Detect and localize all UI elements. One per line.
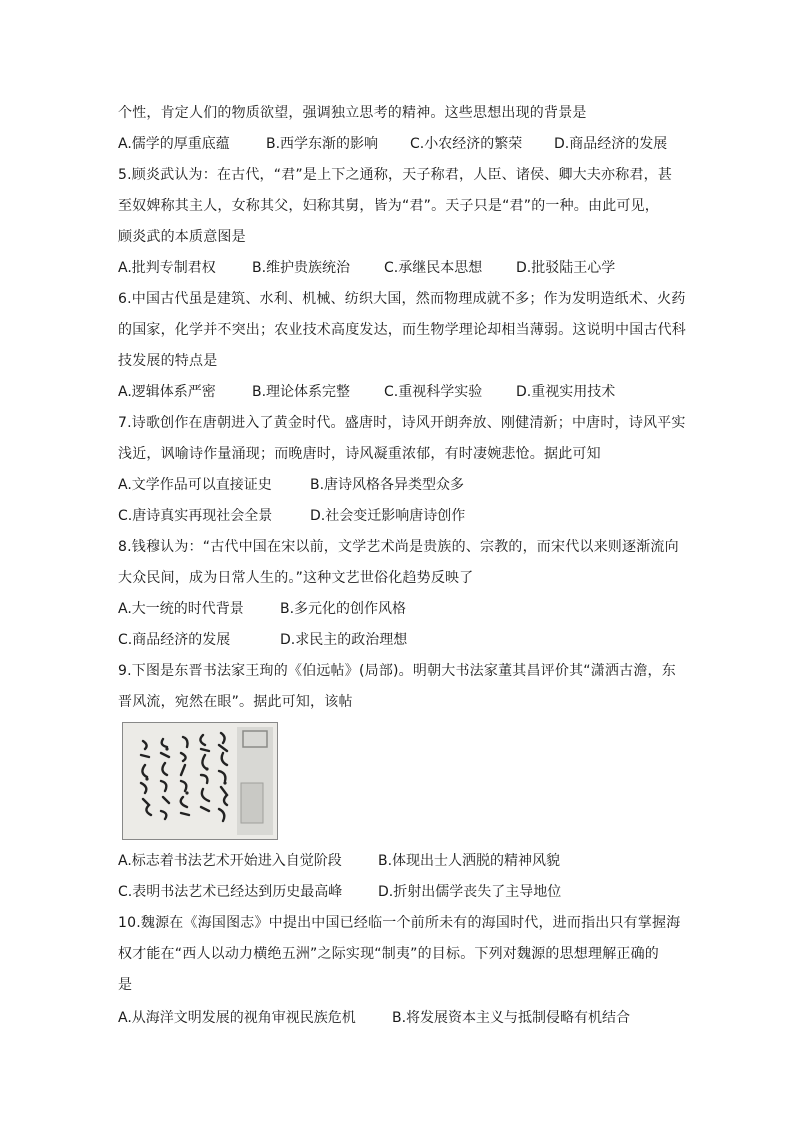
q9-stem-line-2: 晋风流，宛然在眼”。据此可知，该帖 (118, 694, 353, 710)
q10-stem-line-1: 10.魏源在《海国图志》中提出中国已经临一个前所未有的海国时代，进而指出只有掌握海 (118, 915, 681, 931)
q6-option-a: A.逻辑体系严密 (118, 384, 216, 400)
q7-option-a: A.文学作品可以直接证史 (118, 477, 272, 493)
q6-option-d: D.重视实用技术 (516, 384, 616, 400)
calligraphy-image (122, 722, 278, 840)
q9-option-a: A.标志着书法艺术开始进入自觉阶段 (118, 853, 342, 869)
q5-stem-line-1: 5.顾炎武认为：在古代，“君”是上下之通称，天子称君，人臣、诸侯、卿大夫亦称君，甚 (118, 167, 673, 183)
q7-stem-line-1: 7.诗歌创作在唐朝进入了黄金时代。盛唐时，诗风开朗奔放、刚健清新；中唐时，诗风平实 (118, 415, 686, 431)
q5-option-c: C.承继民本思想 (384, 260, 483, 276)
q8-option-b: B.多元化的创作风格 (280, 601, 407, 617)
q10-stem-line-3: 是 (118, 977, 133, 993)
q7-option-c: C.唐诗真实再现社会全景 (118, 508, 273, 524)
q4-option-b: B.西学东渐的影响 (266, 136, 379, 152)
q5-option-d: D.批驳陆王心学 (516, 260, 616, 276)
q8-option-d: D.求民主的政治理想 (280, 632, 408, 648)
q6-stem-line-2: 的国家，化学并不突出；农业技术高度发达，而生物学理论却相当薄弱。这说明中国古代科 (118, 322, 686, 338)
q10-stem-line-2: 权才能在“西人以动力横绝五洲”之际实现“制夷”的目标。下列对魏源的思想理解正确的 (118, 946, 660, 962)
q6-stem-line-1: 6.中国古代虽是建筑、水利、机械、纺织大国，然而物理成就不多；作为发明造纸术、火药 (118, 291, 686, 307)
q9-option-b: B.体现出士人洒脱的精神风貌 (378, 853, 561, 869)
intro-text: 个性，肯定人们的物质欲望，强调独立思考的精神。这些思想出现的背景是 (118, 105, 587, 121)
q9-option-d: D.折射出儒学丧失了主导地位 (378, 884, 562, 900)
q5-stem-line-2: 至奴婢称其主人，女称其父，妇称其舅，皆为“君”。天子只是“君”的一种。由此可见， (118, 198, 660, 214)
q8-option-c: C.商品经济的发展 (118, 632, 231, 648)
q10-option-a: A.从海洋文明发展的视角审视民族危机 (118, 1010, 356, 1026)
q5-option-b: B.维护贵族统治 (252, 260, 351, 276)
q7-stem-line-2: 浅近，讽喻诗作量涌现；而晚唐时，诗风凝重浓郁，有时凄婉悲怆。据此可知 (118, 446, 601, 462)
q5-stem-line-3: 顾炎武的本质意图是 (118, 229, 246, 245)
q6-option-c: C.重视科学实验 (384, 384, 483, 400)
q7-option-b: B.唐诗风格各异类型众多 (310, 477, 465, 493)
q9-stem-line-1: 9.下图是东晋书法家王珣的《伯远帖》(局部)。明朝大书法家董其昌评价其“潇洒古澹，东 (118, 663, 676, 679)
calligraphy-brushwork (123, 723, 277, 839)
q8-stem-line-1: 8.钱穆认为：“古代中国在宋以前，文学艺术尚是贵族的、宗教的，而宋代以来则逐渐流向 (118, 539, 679, 555)
q6-stem-line-3: 技发展的特点是 (118, 353, 218, 369)
q9-option-c: C.表明书法艺术已经达到历史最高峰 (118, 884, 343, 900)
q4-option-d: D.商品经济的发展 (554, 136, 668, 152)
q10-option-b: B.将发展资本主义与抵制侵略有机结合 (392, 1010, 631, 1026)
q4-option-c: C.小农经济的繁荣 (410, 136, 523, 152)
q6-option-b: B.理论体系完整 (252, 384, 351, 400)
q7-option-d: D.社会变迁影响唐诗创作 (310, 508, 466, 524)
q8-option-a: A.大一统的时代背景 (118, 601, 244, 617)
q8-stem-line-2: 大众民间，成为日常人生的。”这种文艺世俗化趋势反映了 (118, 570, 474, 586)
q5-option-a: A.批判专制君权 (118, 260, 216, 276)
q4-option-a: A.儒学的厚重底蕴 (118, 136, 230, 152)
